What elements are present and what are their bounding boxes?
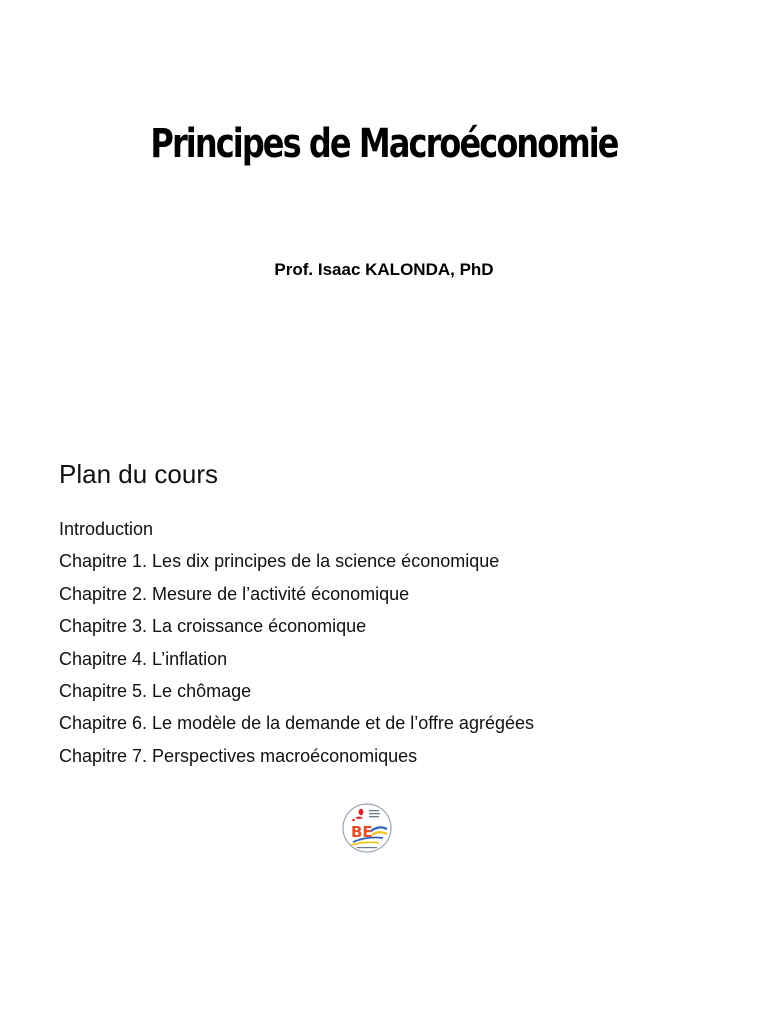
plan-list: [59, 513, 534, 772]
plan-item-chapter-2: Chapitre 2. Mesure de l’activité économique: [59, 583, 410, 604]
plan-heading: Plan du cours: [59, 459, 218, 489]
author-line: Prof. Isaac KALONDA, PhD: [274, 260, 494, 279]
document-title: Principes de Macroéconomie: [150, 121, 618, 167]
plan-item-chapter-6: Chapitre 6. Le modèle de la demande et de l’offre agrégées: [59, 713, 534, 734]
plan-item-chapter-7: Chapitre 7. Perspectives macroéconomiques: [59, 745, 418, 766]
plan-item-introduction: Introduction: [59, 519, 154, 539]
be-logo-icon: [341, 801, 393, 855]
plan-item-chapter-3: Chapitre 3. La croissance économique: [59, 616, 367, 637]
plan-item-chapter-4: Chapitre 4. L’inflation: [59, 648, 228, 669]
plan-item-chapter-5: Chapitre 5. Le chômage: [59, 681, 252, 702]
logo-mark-text: BE: [351, 823, 373, 841]
plan-item-chapter-1: Chapitre 1. Les dix principes de la science économique: [59, 551, 500, 572]
